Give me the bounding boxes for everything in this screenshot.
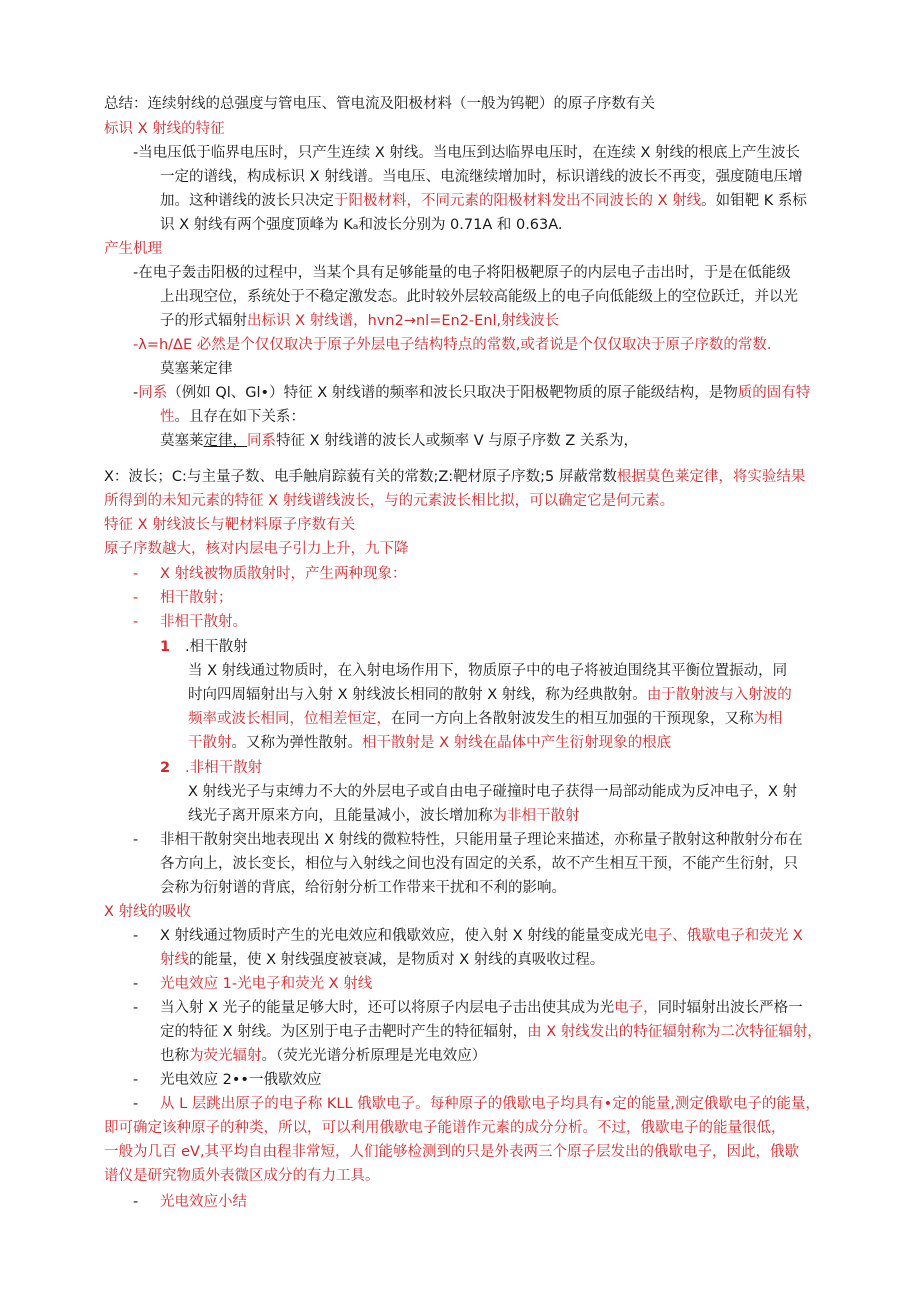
para4-line1: -同系（例如 Ql、Gl•）特征 X 射线谱的频率和波长只取决于阳极靶物质的原子能级结构，是物质的固有特: [133, 385, 811, 401]
scatter-item3: 非相干散射。: [160, 614, 247, 630]
coherent-title: .相干散射: [185, 639, 248, 655]
summary-line: 总结：连续射线的总强度与管电压、管电流及阳极材料（一般为钨靶）的原子序数有关: [104, 96, 655, 112]
auger-line4: 谱仪是研究物质外表微区成分的有力工具。: [104, 1168, 380, 1184]
moseley-label: 莫塞莱定律: [160, 361, 233, 377]
list-dash: -: [133, 590, 139, 606]
photoelectric-1-title: 光电效应 1-光电子和荧光 X 射线: [160, 976, 373, 992]
number-2: 2: [160, 760, 171, 776]
auger-line2: 即可确定该种原子的种类，所以，可以利用俄歇电子能谱作元素的成分分析。不过，俄歇电子的能量很低，: [104, 1120, 786, 1136]
para4-line2: 性。且存在如下关系：: [160, 409, 305, 425]
list-dash: -: [133, 1072, 139, 1088]
auger-line3: 一般为几百 eV,其平均自由程非常短，人们能够检测到的只是外表两三个原子层发出的俄歇电子，因此，俄歇: [104, 1144, 800, 1160]
para5-line2: 所得到的未知元素的特征 X 射线谱线波长，与的元素波长相比拟，可以确定它是何元素。: [104, 493, 675, 509]
absorb-line2: 射线的能量，使 X 射线强度被衰减，是物质对 X 射线的真吸收过程。: [160, 952, 605, 968]
incoherent-para-line3: 会称为衍射谱的背底，给衍射分析工作带来干扰和不利的影响。: [160, 880, 566, 896]
coherent-line4: 干散射。又称为弹性散射。相干散射是 X 射线在晶体中产生衍射现象的根底: [188, 735, 672, 751]
incoherent-para-line2: 各方向上，波长变长，相位与入射线之间也没有固定的关系，故不产生相互干预，不能产生衍射，只: [160, 856, 798, 872]
photoelectric-summary: 光电效应小结: [160, 1194, 247, 1210]
heading-wavelength-relation: 特征 X 射线波长与靶材料原子序数有关: [104, 517, 356, 533]
heading-characteristic: 标识 X 射线的特征: [104, 121, 225, 137]
scatter-item2: 相干散射；: [160, 590, 233, 606]
incoherent-para-line1: 非相干散射突出地表现出 X 射线的微粒特性，只能用量子理论来描述，亦称量子散射这种散射分布在: [160, 832, 803, 848]
incoherent-title: .非相干散射: [185, 760, 263, 776]
incoherent-line1: X 射线光子与束缚力不大的外层电子或自由电子碰撞时电子获得一局部动能成为反冲电子，X 射: [188, 784, 798, 800]
coherent-line1: 当 X 射线通过物质时，在入射电场作用下，物质原子中的电子将被迫围绕其平衡位置振动，同: [188, 663, 788, 679]
list-dash: -: [133, 1096, 139, 1112]
para2-line2: 上出现空位，系统处于不稳定激发态。此时较外层较高能级上的电子向低能级上的空位跃迁，并以光: [160, 289, 798, 305]
number-1: 1: [160, 639, 171, 655]
para2-line3: 子的形式辐射出标识 X 射线谱，hvn2→nl=En2-Enl,射线波长: [160, 313, 560, 329]
scatter-item1: X 射线被物质散射时，产生两种现象：: [160, 566, 407, 582]
heading-absorption: X 射线的吸收: [104, 904, 192, 920]
heading-mechanism: 产生机理: [104, 241, 162, 257]
heading-atomic-number: 原子序数越大，核对内层电子引力上升，九下降: [104, 541, 409, 557]
para3-line: -λ=h/ΔE 必然是个仅仅取决于原子外层电子结构特点的常数,或者说是个仅仅取决于原子序数的常数.: [133, 337, 772, 353]
list-dash: -: [133, 1000, 139, 1016]
para1-line4: 识 X 射线有两个强度顶峰为 Kₐ和波长分别为 0.71A 和 0.63A.: [160, 217, 563, 233]
list-dash: -: [133, 928, 139, 944]
list-dash: -: [133, 832, 139, 848]
para4-line3: 莫塞莱定律，同系特征 X 射线谱的波长人或频率 V 与原子序数 Z 关系为，: [160, 433, 638, 449]
list-dash: -: [133, 976, 139, 992]
para2-line1: -在电子轰击阳极的过程中，当某个具有足够能量的电子将阳极靶原子的内层电子击出时，于是在低能级: [133, 265, 791, 281]
fluorescence-line2: 定的特征 X 射线。为区别于电子击靶时产生的特征辐射，由 X 射线发出的特征辐射称为二次特征辐射，: [160, 1024, 822, 1040]
para1-line3: 加。这种谱线的波长只决定于阳极材料，不同元素的阳极材料发出不同波长的 X 射线。如钼靶 K 系标: [160, 193, 807, 209]
para5-line1: X：波长；C:与主量子数、电手触肩踪藐有关的常数;Z:靶材原子序数;5 屏蔽常数根据莫色莱定律，将实验结果: [104, 469, 806, 485]
coherent-line3: 频率或波长相同，位相差恒定，在同一方向上各散射波发生的相互加强的干预现象，又称为相: [188, 711, 783, 727]
list-dash: -: [133, 566, 139, 582]
fluorescence-line3: 也称为荧光辐射。（荧光光谱分析原理是光电效应）: [160, 1048, 487, 1064]
fluorescence-line1: 当入射 X 光子的能量足够大时，还可以将原子内层电子击出使其成为光电子，同时辐射出波长严格一: [160, 1000, 803, 1016]
para1-line1: -当电压低于临界电压时，只产生连续 X 射线。当电压到达临界电压时，在连续 X 射线的根底上产生波长: [133, 145, 801, 161]
incoherent-line2: 线光子离开原来方向，且能量减小，波长增加称为非相干散射: [188, 808, 580, 824]
photoelectric-2-title: 光电效应 2••一俄歇效应: [160, 1072, 322, 1088]
list-dash: -: [133, 1194, 139, 1210]
coherent-line2: 时向四周辐射出与入射 X 射线波长相同的散射 X 射线，称为经典散射。由于散射波与入射波的: [188, 687, 792, 703]
list-dash: -: [133, 614, 139, 630]
auger-line1: 从 L 层跳出原子的电子称 KLL 俄歇电子。每种原子的俄歇电子均具有•定的能量,测定俄歇电子的能量，: [160, 1096, 820, 1112]
para1-line2: 一定的谱线，构成标识 X 射线谱。当电压、电流继续增加时，标识谱线的波长不再变，强度随电压增: [160, 169, 803, 185]
absorb-line1: X 射线通过物质时产生的光电效应和俄歇效应，使入射 X 射线的能量变成光电子、俄歇电子和荧光 X: [160, 928, 803, 944]
